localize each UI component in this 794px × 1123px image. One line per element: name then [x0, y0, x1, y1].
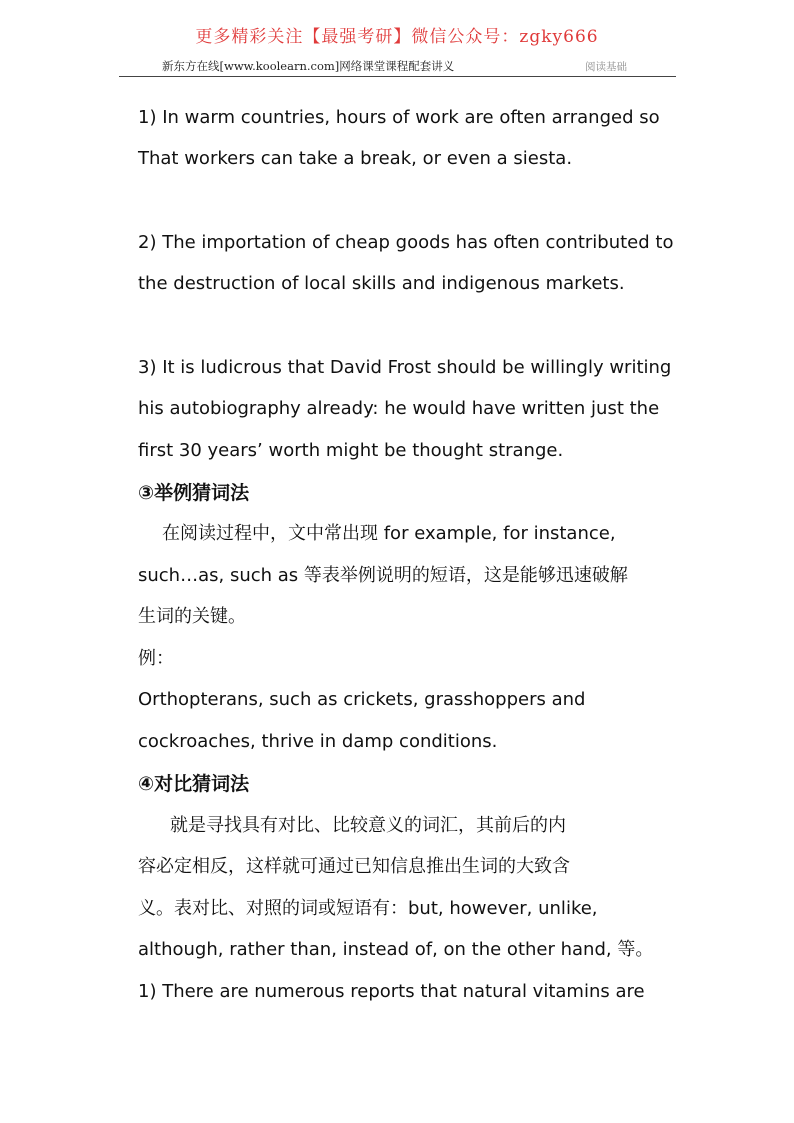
body-line-6: his autobiography already: he would have written just the — [138, 398, 660, 419]
body-line-17: although, rather than, instead of, on the other hand, 等。 — [138, 939, 654, 960]
body-line-15: 容必定相反，这样就可通过已知信息推出生词的大致含 — [138, 856, 570, 877]
section-heading-example-guessing: ③举例猜词法 — [138, 482, 250, 504]
body-line-7: first 30 years’ worth might be thought strange. — [138, 440, 564, 461]
body-line-13: cockroaches, thrive in damp conditions. — [138, 731, 498, 752]
body-line-9: such…as, such as 等表举例说明的短语，这是能够迅速破解 — [138, 565, 628, 586]
body-line-16: 义。表对比、对照的词或短语有：but, however, unlike, — [138, 898, 598, 919]
section-heading-contrast-guessing: ④对比猜词法 — [138, 773, 250, 795]
body-line-2: That workers can take a break, or even a siesta. — [138, 148, 573, 169]
body-line-8: 在阅读过程中，文中常出现 for example, for instance, — [162, 523, 616, 544]
body-line-10: 生词的关键。 — [138, 606, 246, 627]
body-line-3: 2) The importation of cheap goods has often contributed to — [138, 232, 674, 253]
body-line-5: 3) It is ludicrous that David Frost should be willingly writing — [138, 357, 672, 378]
promo-banner: 更多精彩关注【最强考研】微信公众号：zgky666 — [195, 27, 599, 47]
header-course-title: 新东方在线[www.koolearn.com]网络课堂课程配套讲义 — [162, 59, 455, 73]
body-line-12: Orthopterans, such as crickets, grasshoppers and — [138, 689, 586, 710]
body-line-4: the destruction of local skills and indigenous markets. — [138, 273, 625, 294]
body-line-14: 就是寻找具有对比、比较意义的词汇，其前后的内 — [170, 815, 566, 836]
header-divider — [119, 76, 676, 77]
body-line-18: 1) There are numerous reports that natural vitamins are — [138, 981, 645, 1002]
body-line-1: 1) In warm countries, hours of work are often arranged so — [138, 107, 660, 128]
example-label: 例： — [138, 648, 174, 669]
header-section-label: 阅读基础 — [585, 61, 627, 73]
